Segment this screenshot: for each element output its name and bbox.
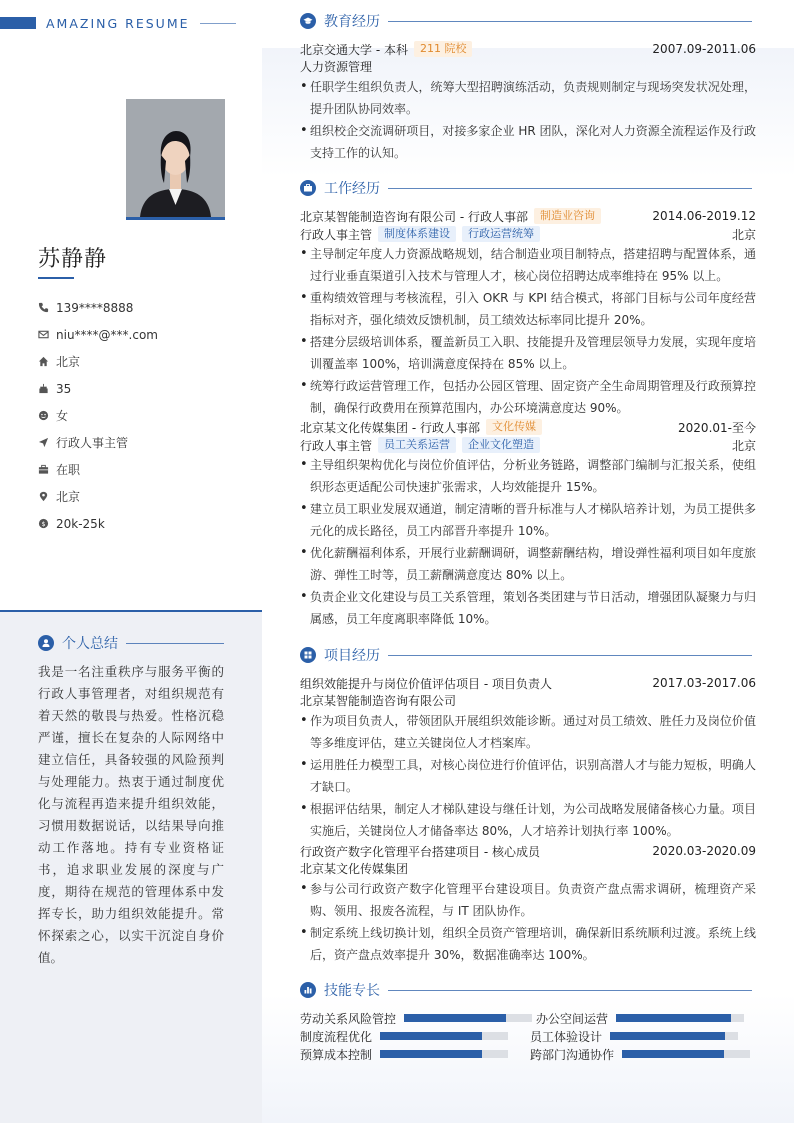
project-2-bullets [300,878,756,966]
project-2-row [300,842,756,860]
work-rule [388,188,752,189]
work-1-company: 北京某智能制造咨询有限公司 - 行政人事部 [300,209,528,224]
work-2-role: 行政人事主管 [300,438,373,453]
skill-fill [404,1014,506,1022]
info-position-value: 行政人事主管 [56,436,129,450]
skills-heading [300,980,752,1000]
work-2-city: 北京 [731,438,756,453]
work-title: 工作经历 [324,181,380,197]
portrait-image [126,99,225,217]
work-1-bullets [300,243,756,419]
projects-heading [300,645,752,665]
work-1-industry-tag: 制造业咨询 [534,208,601,224]
summary-rule [126,643,224,644]
skill-item [536,1009,744,1027]
skill-bar [404,1014,532,1022]
list-item: • 负责企业文化建设与员工关系管理，策划各类团建与节日活动，增强团队凝聚力与归属感，员工年度离职率降低 10%。 [300,586,756,630]
skill-item [300,1027,508,1045]
skill-item [300,1009,532,1027]
list-item: • 参与公司行政资产数字化管理平台建设项目。负责资产盘点需求调研，梳理资产采购、领用、报废各流程，与 IT 团队协作。 [300,878,756,922]
work-2-role-row [300,436,756,454]
list-item: • 重构绩效管理与考核流程，引入 OKR 与 KPI 结合模式，将部门目标与公司年度经营指标对齐，强化绩效反馈机制，员工绩效达标率同比提升 20%。 [300,287,756,331]
project-1-name: 组织效能提升与岗位价值评估项目 - 项目负责人 [300,676,552,691]
education-school: 北京交通大学 - 本科 [300,42,408,57]
project-1-row [300,674,756,692]
skill-name: 劳动关系风险管控 [300,1011,397,1026]
home-icon [38,356,56,367]
work-entry-1 [300,207,756,419]
skill-item [530,1045,750,1063]
work-2-row [300,418,756,436]
work-1-role: 行政人事主管 [300,227,373,242]
phone-icon [38,302,56,313]
work-1-company-group [300,208,601,225]
work-2-date: 2020.01-至今 [678,420,756,435]
briefcase-icon [38,464,56,475]
graduation-cap-icon [300,13,316,29]
work-1-skill-tag: 行政运营统筹 [462,226,540,242]
skills-rule [388,990,752,991]
info-gender [38,402,248,429]
svg-text:$: $ [41,519,46,528]
list-item: • 统筹行政运营管理工作，包括办公园区管理、固定资产全生命周期管理及行政预算控制，确保行政费用在预算范围内，办公环境满意度达 90%。 [300,375,756,419]
skill-bar [380,1032,508,1040]
work-2-skill-tag: 员工关系运营 [378,437,456,453]
work-2-company: 北京某文化传媒集团 - 行政人事部 [300,420,480,435]
education-row [300,40,756,58]
cake-icon [38,383,56,394]
work-1-row [300,207,756,225]
skill-fill [380,1032,482,1040]
skill-item [530,1027,738,1045]
project-entry-2 [300,842,756,966]
skill-fill [610,1032,725,1040]
education-school-group [300,41,472,58]
info-age [38,375,248,402]
work-1-skill-tag: 制度体系建设 [378,226,456,242]
info-email-value: niu****@***.com [56,327,158,342]
project-2-org: 北京某文化传媒集团 [300,862,409,876]
work-2-role-group [300,437,540,454]
education-bullets [300,76,756,164]
education-heading [300,11,752,31]
info-email [38,321,248,348]
info-position [38,429,248,456]
skill-fill [616,1014,731,1022]
brand-header [0,14,236,32]
send-icon [38,437,56,448]
name-underline [38,277,74,279]
education-date: 2007.09-2011.06 [652,42,756,56]
info-location [38,483,248,510]
brand-bar [0,17,36,29]
profile-photo [126,99,225,220]
work-1-date: 2014.06-2019.12 [652,209,756,223]
skill-bar [610,1032,738,1040]
list-item: • 任职学生组织负责人，统筹大型招聘演练活动，负责规则制定与现场突发状况处理，提升团队协同效率。 [300,76,756,120]
skill-fill [622,1050,724,1058]
project-entry-1 [300,674,756,842]
work-2-bullets [300,454,756,630]
list-item: • 作为项目负责人，带领团队开展组织效能诊断。通过对员工绩效、胜任力及岗位价值等多维度评估，建立关键岗位人才档案库。 [300,710,756,754]
info-status [38,456,248,483]
education-rule [388,21,752,22]
list-item: • 制定系统上线切换计划，组织全员资产管理培训，确保新旧系统顺利过渡。系统上线后，资产盘点效率提升 30%，数据准确率达 100%。 [300,922,756,966]
info-home [38,348,248,375]
skill-name: 制度流程优化 [300,1029,373,1044]
education-tag: 211 院校 [414,41,473,57]
skill-name: 预算成本控制 [300,1047,373,1062]
info-gender-value: 女 [56,409,69,423]
contact-info-list [38,294,248,537]
work-heading [300,178,752,198]
summary-title: 个人总结 [62,636,118,652]
profile-name: 苏静静 [38,247,108,272]
skill-bar [380,1050,508,1058]
work-icon [300,180,316,196]
list-item: • 组织校企交流调研项目，对接多家企业 HR 团队，深化对人力资源全流程运作及行政支持工作的认知。 [300,120,756,164]
person-icon [38,635,54,651]
info-phone-value: 139****8888 [56,300,134,315]
skill-fill [380,1050,482,1058]
info-phone [38,294,248,321]
list-item: • 根据评估结果，制定人才梯队建设与继任计划，为公司战略发展储备核心力量。项目实施后，关键岗位人才储备率达 80%，人才培养计划执行率 100%。 [300,798,756,842]
work-1-city: 北京 [731,227,756,242]
list-item: • 主导组织架构优化与岗位价值评估，分析业务链路，调整部门编制与汇报关系，使组织形态更适配公司快速扩张需求，人均效能提升 15%。 [300,454,756,498]
brand-title: AMAZING RESUME [46,15,190,31]
info-location-value: 北京 [56,490,81,504]
list-item: • 建立员工职业发展双通道，制定清晰的晋升标准与人才梯队培养计划，为员工提供多元化的成长路径，员工内部晋升率提升 10%。 [300,498,756,542]
work-2-skill-tag: 企业文化塑造 [462,437,540,453]
project-1-bullets [300,710,756,842]
education-entry [300,40,756,164]
project-1-org: 北京某智能制造咨询有限公司 [300,694,457,708]
mail-icon [38,329,56,340]
skill-bar [622,1050,750,1058]
grid-icon [300,647,316,663]
summary-text: 我是一名注重秩序与服务平衡的行政人事管理者，对组织规范有着天然的敬畏与热爱。性格沉稳严谨，擅长在复杂的人际网络中建立信任，具备较强的风险预判与处理能力。热衷于通过制度优化与流程再造来提升组织效能，习惯用数据说话，以结果导向推动工作落地。持有专业资格证书，追求职业发展的深度与广度，期待在规范的管理体系中发挥专长，助力组织效能提升。常怀探索之心，以实干沉淀自身价值。 [38,664,224,965]
work-entry-2 [300,418,756,630]
list-item: • 运用胜任力模型工具，对核心岗位进行价值评估，识别高潜人才与能力短板，明确人才缺口。 [300,754,756,798]
projects-rule [388,655,752,656]
summary-heading [38,633,224,653]
brand-line [200,23,236,24]
location-icon [38,491,56,502]
work-2-company-group [300,419,542,436]
skill-name: 员工体验设计 [530,1029,603,1044]
skill-bar [616,1014,744,1022]
skill-name: 跨部门沟通协作 [530,1047,615,1062]
info-status-value: 在职 [56,463,81,477]
education-major: 人力资源管理 [300,60,373,74]
work-1-role-row [300,225,756,243]
project-2-date: 2020.03-2020.09 [652,844,756,858]
face-icon [38,410,56,421]
bar-chart-icon [300,982,316,998]
skill-item [300,1045,508,1063]
list-item: • 主导制定年度人力资源战略规划，结合制造业项目制特点，搭建招聘与配置体系，通过行业垂直渠道引入技术与管理人才，核心岗位招聘达成率维持在 95% 以上。 [300,243,756,287]
project-2-name: 行政资产数字化管理平台搭建项目 - 核心成员 [300,844,540,859]
skill-name: 办公空间运营 [536,1011,609,1026]
work-2-industry-tag: 文化传媒 [486,419,542,435]
info-age-value: 35 [56,381,72,396]
money-icon [38,518,56,529]
info-salary [38,510,248,537]
projects-title: 项目经历 [324,648,380,664]
work-1-role-group [300,226,540,243]
info-salary-value: 20k-25k [56,516,105,531]
info-home-value: 北京 [56,355,81,369]
list-item: • 优化薪酬福利体系，开展行业薪酬调研，调整薪酬结构，增设弹性福利项目如年度旅游、弹性工时等，员工薪酬满意度达 80% 以上。 [300,542,756,586]
education-title: 教育经历 [324,14,380,30]
skills-title: 技能专长 [324,983,380,999]
list-item: • 搭建分层级培训体系，覆盖新员工入职、技能提升及管理层领导力发展，实现年度培训覆盖率 100%，培训满意度保持在 85% 以上。 [300,331,756,375]
project-1-date: 2017.03-2017.06 [652,676,756,690]
